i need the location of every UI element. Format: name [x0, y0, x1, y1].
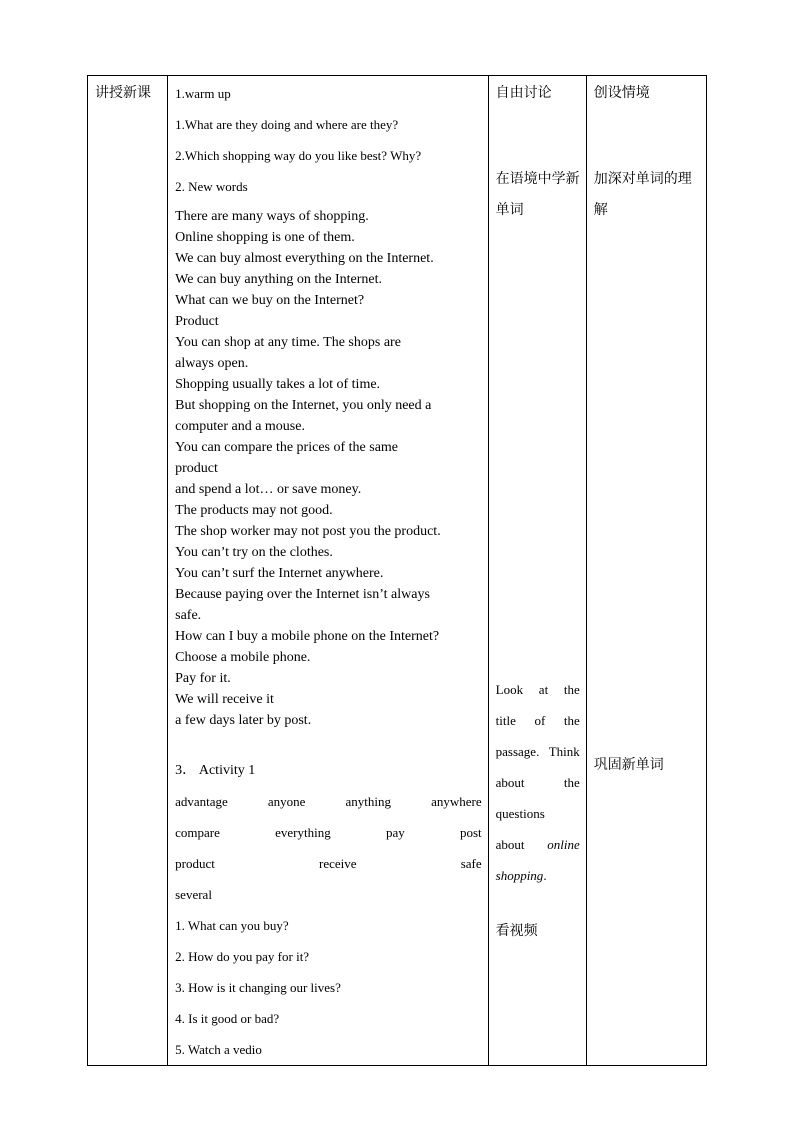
sentence-line: a few days later by post. — [175, 713, 312, 728]
sentence-line: You can shop at any time. The shops are — [175, 335, 401, 350]
sentence-line: We will receive it — [175, 692, 274, 707]
sentence-line: Because paying over the Internet isn’t always — [175, 587, 430, 602]
sentence-line: Shopping usually takes a lot of time. — [175, 377, 381, 392]
vocabulary-word: product — [175, 856, 215, 871]
warmup-title: 1.warm up — [175, 86, 231, 101]
vocabulary-word: post — [459, 825, 482, 840]
activity-cell — [488, 76, 586, 1066]
section-label-cell — [88, 76, 168, 1066]
new-words-title: 2. New words — [175, 179, 248, 194]
lesson-plan-table — [87, 75, 707, 1066]
vocabulary-word: everything — [275, 825, 331, 840]
question-item: 2. How do you pay for it? — [175, 949, 310, 964]
vocabulary-word: several — [175, 887, 212, 902]
question-item: 1. What can you buy? — [175, 918, 289, 933]
vocabulary-row — [175, 817, 482, 848]
sentence-line: You can’t try on the clothes. — [175, 545, 333, 560]
sentence-line: How can I buy a mobile phone on the Internet? — [175, 629, 440, 644]
vocabulary-word: advantage — [175, 794, 228, 809]
question-item: 3. How is it changing our lives? — [175, 980, 341, 995]
sentence-line: But shopping on the Internet, you only need a — [175, 398, 432, 413]
vocabulary-word: safe — [460, 856, 482, 871]
question-list — [175, 910, 482, 1065]
vocabulary-row — [175, 786, 482, 817]
warmup-question-1: 1.What are they doing and where are they? — [175, 117, 399, 132]
sentence-line: safe. — [175, 608, 202, 623]
sentence-line: We can buy almost everything on the Internet. — [175, 251, 434, 266]
sentence-line: Pay for it. — [175, 671, 231, 686]
about-word: about — [495, 837, 525, 852]
vocabulary-word: receive — [319, 856, 357, 871]
sentence-line: The shop worker may not post you the product. — [175, 524, 441, 539]
question-item: 4. Is it good or bad? — [175, 1011, 280, 1026]
instruction-line: title of the — [495, 713, 580, 728]
sentence-line: What can we buy on the Internet? — [175, 293, 365, 308]
look-instruction — [496, 674, 580, 891]
instruction-line — [496, 829, 580, 860]
sentence-list — [175, 206, 482, 731]
sentence-line: There are many ways of shopping. — [175, 209, 369, 224]
period: . — [543, 868, 547, 883]
instruction-line — [496, 860, 580, 891]
watch-video-label: 看视频 — [495, 923, 538, 939]
activity-title: 3． Activity 1 — [175, 763, 256, 778]
sentence-line: Choose a mobile phone. — [175, 650, 311, 665]
sentence-line: and spend a lot… or save money. — [175, 482, 362, 497]
vocabulary-row — [175, 879, 482, 910]
question-item: 5. Watch a vedio — [175, 1042, 262, 1057]
discussion-label: 自由讨论 — [495, 85, 552, 101]
vocabulary-word: anyone — [267, 794, 306, 809]
sentence-line: The products may not good. — [175, 503, 333, 518]
section-label: 讲授新课 — [95, 85, 151, 101]
warmup-question-2: 2.Which shopping way do you like best? Why? — [175, 148, 422, 163]
instruction-line: Look at the — [495, 682, 580, 697]
vocabulary-word: anything — [345, 794, 392, 809]
online-word: online — [547, 837, 580, 852]
vocabulary-word: compare — [175, 825, 220, 840]
content-cell — [168, 76, 489, 1066]
sentence-line: computer and a mouse. — [175, 419, 305, 434]
instruction-line: passage. Think — [495, 744, 580, 759]
vocabulary-list — [175, 786, 482, 910]
learn-words-label: 在语境中学新单词 — [495, 171, 580, 218]
vocabulary-word: pay — [385, 825, 405, 840]
sentence-line: We can buy anything on the Internet. — [175, 272, 382, 287]
sentence-line: You can compare the prices of the same — [175, 440, 399, 455]
sentence-line: product — [175, 461, 218, 476]
purpose-cell — [586, 76, 706, 1066]
sentence-line: Online shopping is one of them. — [175, 230, 355, 245]
vocabulary-row — [175, 848, 482, 879]
sentence-line: Product — [175, 314, 219, 329]
instruction-line: about the — [495, 775, 580, 790]
vocabulary-word: anywhere — [431, 794, 482, 809]
sentence-line: always open. — [175, 356, 249, 371]
deepen-understanding-label: 加深对单词的理解 — [593, 171, 692, 218]
create-context-label: 创设情境 — [593, 85, 650, 101]
instruction-line: questions — [495, 806, 545, 821]
shopping-word: shopping — [495, 868, 544, 883]
consolidate-label: 巩固新单词 — [593, 757, 664, 773]
sentence-line: You can’t surf the Internet anywhere. — [175, 566, 384, 581]
